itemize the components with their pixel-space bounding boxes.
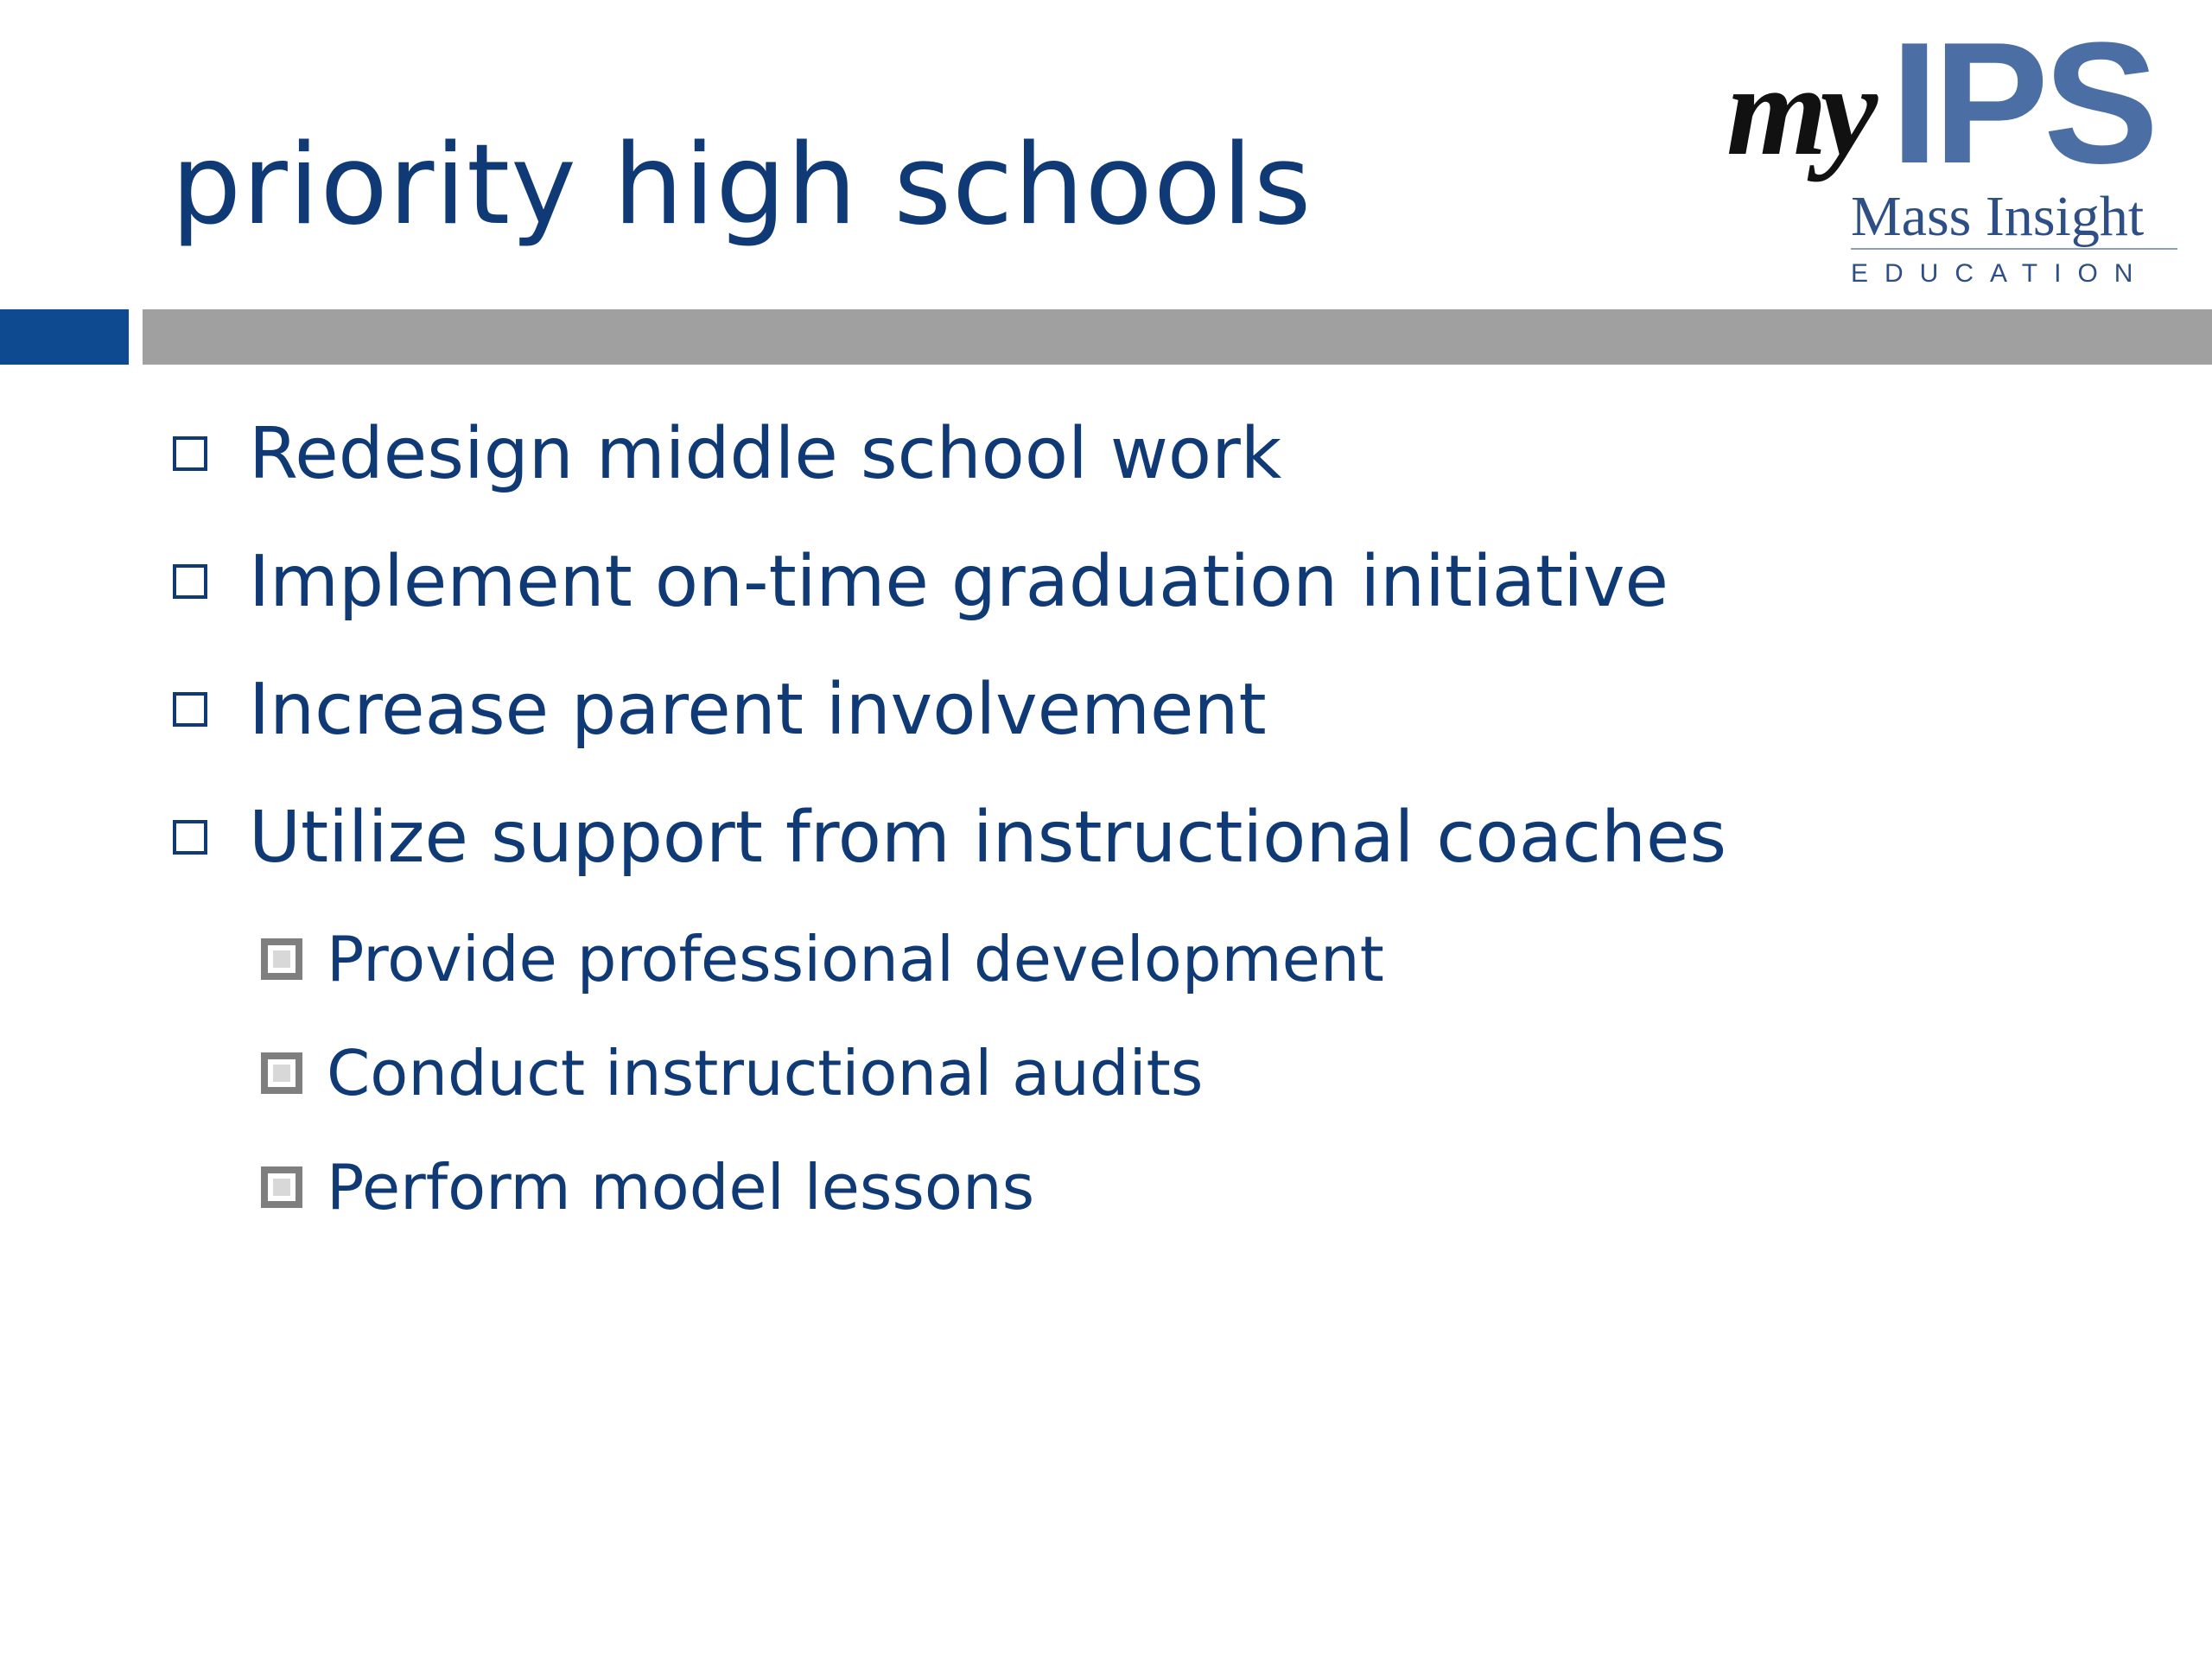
hollow-square-bullet-icon: [173, 564, 207, 599]
logo-my-text: my: [1726, 39, 1872, 182]
list-item: [173, 662, 1267, 757]
filled-square-bullet-icon: [261, 938, 302, 980]
logo-ips-text: IPS: [1891, 17, 2154, 200]
list-item: [173, 406, 1281, 501]
filled-square-bullet-icon: [261, 1052, 302, 1094]
sub-list-item: [261, 1030, 1203, 1116]
bullet-text: Redesign middle school work: [249, 412, 1282, 495]
slide-title: priority high schools: [171, 121, 1313, 250]
logo-org-text: Mass Insight: [1851, 185, 2145, 248]
bullet-text: Utilize support from instructional coaches: [249, 796, 1727, 879]
sub-list-item: [261, 1144, 1034, 1230]
list-item: [173, 790, 1726, 885]
hollow-square-bullet-icon: [173, 436, 207, 471]
hollow-square-bullet-icon: [173, 820, 207, 855]
list-item: [173, 534, 1669, 629]
bullet-text: Increase parent involvement: [249, 668, 1267, 751]
hollow-square-bullet-icon: [173, 692, 207, 727]
sub-bullet-text: Perform model lessons: [327, 1151, 1035, 1224]
sub-bullet-text: Provide professional development: [327, 923, 1384, 995]
bullet-text: Implement on-time graduation initiative: [249, 540, 1669, 623]
filled-square-bullet-icon: [261, 1166, 302, 1208]
logo-division-text: EDUCATION: [1851, 259, 2150, 288]
sub-list-item: [261, 916, 1384, 1002]
sub-bullet-text: Conduct instructional audits: [327, 1037, 1204, 1109]
